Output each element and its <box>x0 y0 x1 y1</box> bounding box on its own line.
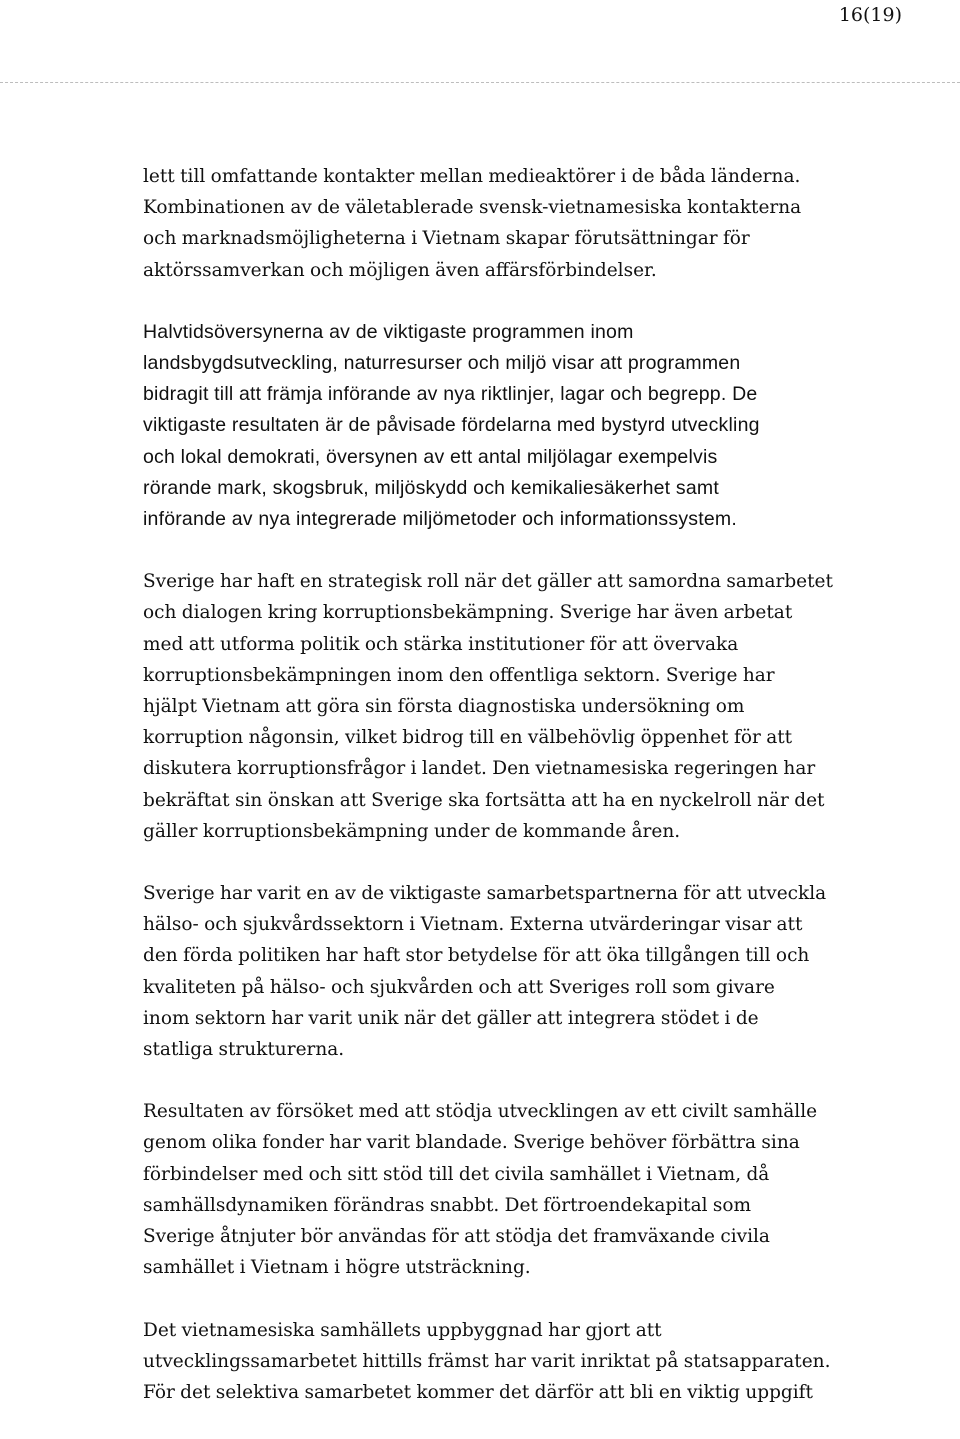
paragraph-health-sector <box>143 878 855 1065</box>
text-line: landsbygdsutveckling, naturresurser och miljö visar att programmen <box>143 352 741 375</box>
text-line: införande av nya integrerade miljömetoder och informationssystem. <box>143 508 737 531</box>
text-line: Kombinationen av de väletablerade svensk-vietnamesiska kontakterna <box>143 197 802 219</box>
text-line: den förda politiken har haft stor betydelse för att öka tillgången till och <box>143 945 810 967</box>
text-line: lett till omfattande kontakter mellan medieaktörer i de båda länderna. <box>143 166 801 187</box>
text-line: hjälpt Vietnam att göra sin första diagnostiska undersökning om <box>143 696 745 718</box>
text-line: utvecklingssamarbetet hittills främst har varit inriktat på statsapparaten. <box>143 1350 831 1372</box>
text-line: med att utforma politik och stärka institutioner för att övervaka <box>143 633 739 655</box>
text-line: inom sektorn har varit unik när det gäller att integrera stödet i de <box>143 1007 759 1029</box>
text-line: För det selektiva samarbetet kommer det därför att bli en viktig uppgift <box>143 1381 813 1403</box>
text-line: hälso- och sjukvårdssektorn i Vietnam. Externa utvärderingar visar att <box>143 914 803 936</box>
text-line: samhället i Vietnam i högre utsträckning. <box>143 1257 531 1279</box>
paragraph-state-apparatus <box>143 1315 855 1409</box>
text-line: Sverige har varit en av de viktigaste samarbetspartnerna för att utveckla <box>143 883 827 905</box>
text-line: Sverige har haft en strategisk roll när det gäller att samordna samarbetet <box>143 571 833 593</box>
text-line: Halvtidsöversynerna av de viktigaste programmen inom <box>143 320 634 343</box>
text-line: bidragit till att främja införande av nya riktlinjer, lagar och begrepp. De <box>143 383 758 406</box>
text-line: korruption någonsin, vilket bidrog till en välbehövlig öppenhet för att <box>143 727 793 749</box>
paragraph-media-contacts <box>143 161 855 286</box>
document-body <box>143 161 855 1439</box>
text-line: Det vietnamesiska samhällets uppbyggnad har gjort att <box>143 1319 662 1341</box>
text-line: viktigaste resultaten är de påvisade fördelarna med bystyrd utveckling <box>143 414 760 437</box>
text-line: genom olika fonder har varit blandade. Sverige behöver förbättra sina <box>143 1132 800 1154</box>
text-line: bekräftat sin önskan att Sverige ska fortsätta att ha en nyckelroll när det <box>143 789 825 811</box>
page-number: 16(19) <box>838 4 902 26</box>
text-line: Sverige åtnjuter bör användas för att stödja det framväxande civila <box>143 1226 770 1248</box>
text-line: och dialogen kring korruptionsbekämpning. Sverige har även arbetat <box>143 602 793 624</box>
text-line: diskutera korruptionsfrågor i landet. Den vietnamesiska regeringen har <box>143 758 816 780</box>
text-line: statliga strukturerna. <box>143 1039 345 1061</box>
paragraph-rural-development <box>143 317 855 535</box>
text-line: rörande mark, skogsbruk, miljöskydd och kemikaliesäkerhet samt <box>143 476 719 499</box>
paragraph-anti-corruption <box>143 566 855 847</box>
text-line: kvaliteten på hälso- och sjukvården och att Sveriges roll som givare <box>143 976 775 998</box>
text-line: korruptionsbekämpningen inom den offentliga sektorn. Sverige har <box>143 664 775 686</box>
header-divider <box>0 82 960 83</box>
text-line: och marknadsmöjligheterna i Vietnam skapar förutsättningar för <box>143 228 750 250</box>
paragraph-civil-society <box>143 1096 855 1283</box>
text-line: samhällsdynamiken förändras snabbt. Det förtroendekapital som <box>143 1194 752 1216</box>
text-line: förbindelser med och sitt stöd till det civila samhället i Vietnam, då <box>143 1163 770 1185</box>
text-line: Resultaten av försöket med att stödja utvecklingen av ett civilt samhälle <box>143 1101 818 1123</box>
text-line: aktörssamverkan och möjligen även affärsförbindelser. <box>143 259 657 281</box>
text-line: gäller korruptionsbekämpning under de kommande åren. <box>143 820 681 842</box>
text-line: och lokal demokrati, översynen av ett antal miljölagar exempelvis <box>143 445 718 468</box>
